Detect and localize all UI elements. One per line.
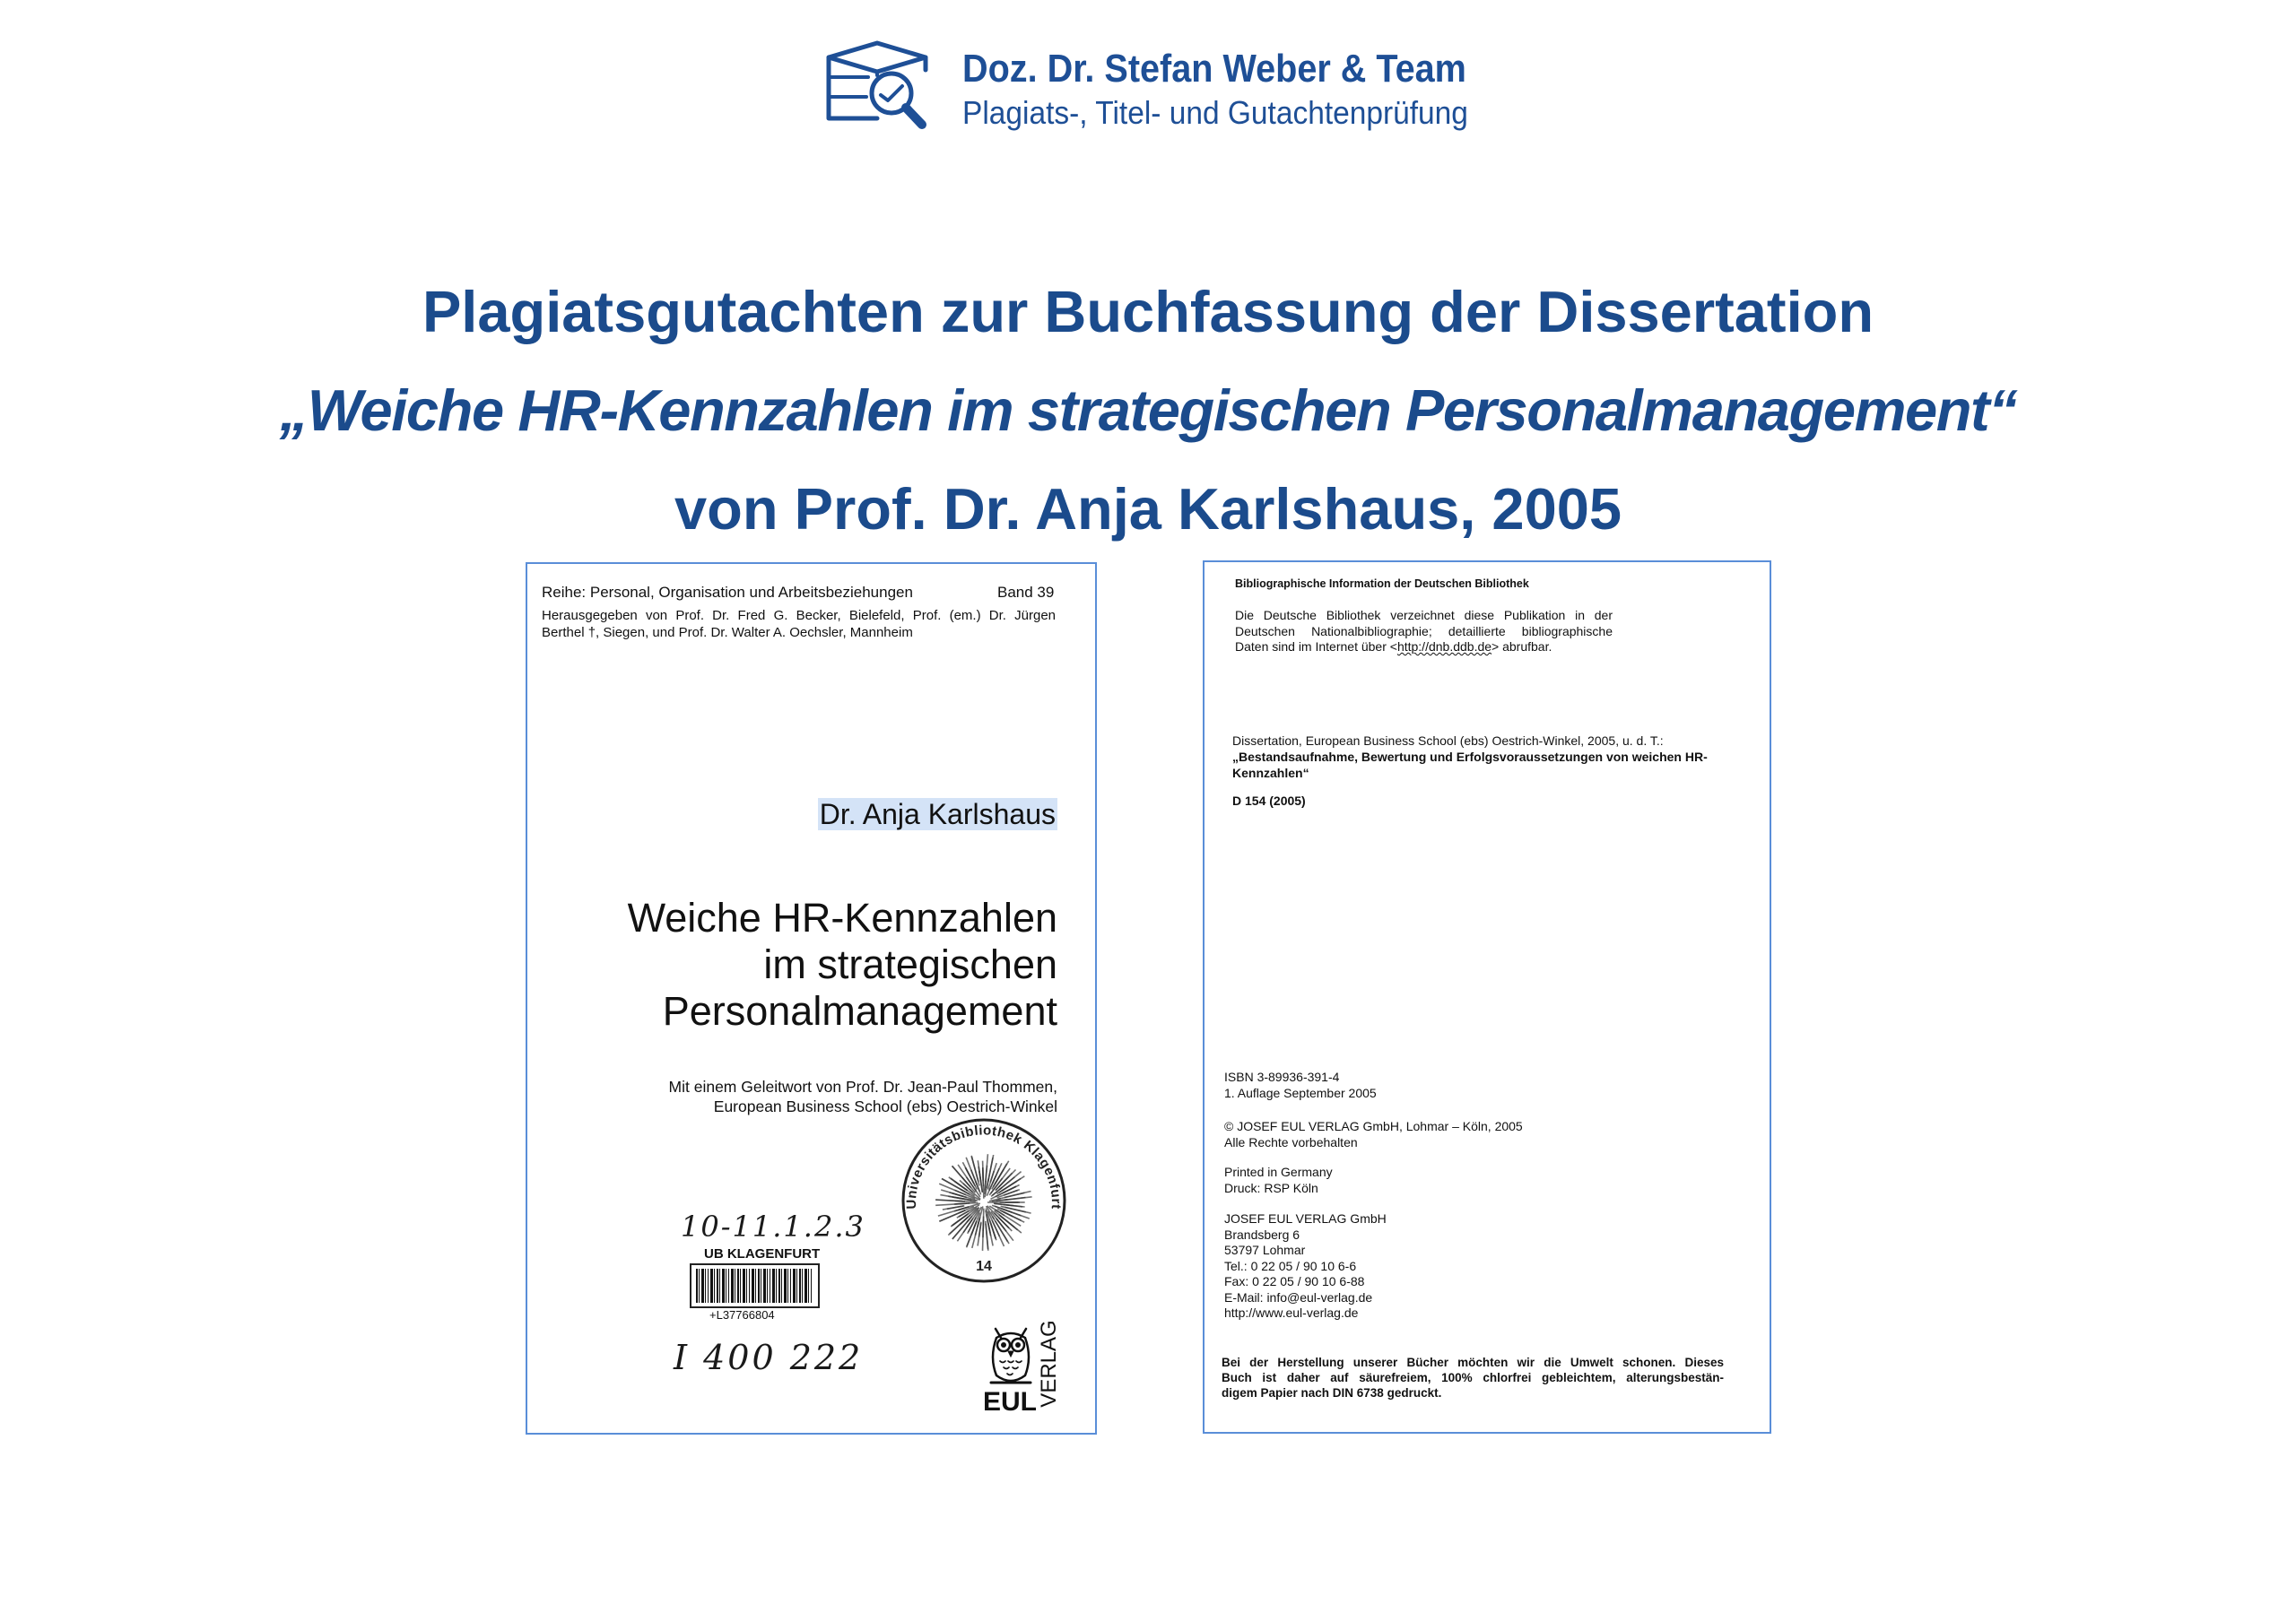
address-line: Tel.: 0 22 05 / 90 10 6-6	[1224, 1258, 1357, 1273]
handwritten-date: 10-11.1.2.3	[681, 1210, 865, 1244]
series-volume: Band 39	[997, 584, 1055, 601]
brand-name: Doz. Dr. Stefan Weber & Team	[962, 47, 1466, 91]
foreword-line: Mit einem Geleitwort von Prof. Dr. Jean-Paul Thommen,	[668, 1078, 1057, 1096]
book-title-line: Personalmanagement	[662, 988, 1057, 1034]
isbn-block	[1224, 1070, 1377, 1101]
stamp-emblem-stroke	[986, 1149, 988, 1182]
dnb-link-suffix: > abrufbar.	[1492, 639, 1552, 654]
library-stamp	[894, 1111, 1074, 1290]
dissertation-note	[1232, 733, 1708, 781]
imprint-heading: Bibliographische Information der Deutschen Bibliothek	[1235, 577, 1529, 590]
address-line: 53797 Lohmar	[1224, 1243, 1306, 1257]
stamp-emblem-stroke	[994, 1203, 1025, 1207]
address-line: http://www.eul-verlag.de	[1224, 1305, 1359, 1320]
title-line-2: „Weiche HR-Kennzahlen im strategischen Personalmanagement“	[279, 377, 2017, 443]
book-imprint-page-scan	[1203, 560, 1771, 1434]
original-title-line: Kennzahlen“	[1232, 766, 1309, 780]
dnb-line: Die Deutsche Bibliothek verzeichnet diese Publikation in der	[1235, 608, 1613, 622]
address-line: Brandsberg 6	[1224, 1227, 1300, 1242]
title-line-1: Plagiatsgutachten zur Buchfassung der Dissertation	[422, 279, 1874, 344]
publisher-address	[1224, 1211, 1387, 1322]
printed-in: Printed in Germany	[1224, 1165, 1333, 1179]
original-title-line: „Bestandsaufnahme, Bewertung und Erfolgsvoraussetzungen von weichen HR-	[1232, 750, 1708, 764]
book-title-page-scan	[526, 562, 1097, 1435]
dnb-link: http://dnb.ddb.de	[1396, 639, 1492, 654]
foreword-line: European Business School (ebs) Oestrich-Winkel	[713, 1097, 1057, 1115]
environment-line: Bei der Herstellung unserer Bücher möchten wir die Umwelt schonen. Dieses	[1222, 1356, 1724, 1369]
book-title-line: Weiche HR-Kennzahlen	[627, 895, 1057, 941]
book-stack-magnifier-icon	[823, 38, 931, 129]
stamp-emblem-stroke	[979, 1171, 981, 1183]
handwritten-shelfmark: I 400 222	[674, 1338, 864, 1377]
stamp-ring	[903, 1120, 1065, 1281]
stamp-text: Universitätsbibliothek Klagenfurt	[903, 1123, 1065, 1210]
print-block	[1224, 1165, 1333, 1196]
dnb-notice	[1235, 608, 1613, 655]
book-title-line: im strategischen	[763, 941, 1057, 987]
address-line: E-Mail: info@eul-verlag.de	[1224, 1289, 1373, 1305]
stamp-number: 14	[976, 1259, 992, 1274]
rights: Alle Rechte vorbehalten	[1224, 1134, 1358, 1149]
isbn: ISBN 3-89936-391-4	[1224, 1070, 1340, 1084]
publisher-label: VERLAG	[1037, 1320, 1061, 1408]
book-title	[628, 895, 1057, 1035]
owl-icon	[987, 1318, 1034, 1388]
copyright-block	[1224, 1119, 1523, 1150]
dnb-line: Deutschen Nationalbibliographie; detaillierte bibliographische	[1235, 623, 1613, 638]
stamp-emblem-stroke	[986, 1224, 988, 1255]
stamp-emblem	[934, 1149, 1037, 1255]
edition: 1. Auflage September 2005	[1224, 1085, 1377, 1100]
dissertation-line: Dissertation, European Business School (ebs) Oestrich-Winkel, 2005, u. d. T.:	[1232, 733, 1664, 748]
editors-line: Herausgegeben von Prof. Dr. Fred G. Becker, Bielefeld, Prof. (em.) Dr. Jürgen	[542, 608, 1056, 623]
copyright: © JOSEF EUL VERLAG GmbH, Lohmar – Köln, 2005	[1224, 1119, 1523, 1133]
series-name: Reihe: Personal, Organisation und Arbeitsbeziehungen	[542, 584, 913, 601]
series-editors	[542, 607, 1056, 641]
library-label: UB KLAGENFURT	[704, 1246, 821, 1262]
barcode	[690, 1263, 820, 1308]
title-line-3: von Prof. Dr. Anja Karlshaus, 2005	[674, 476, 1622, 542]
barcode-bars	[696, 1269, 813, 1303]
publisher-name: EUL	[983, 1387, 1037, 1417]
dissertation-code: D 154 (2005)	[1232, 794, 1306, 808]
dnb-line	[1235, 639, 1613, 655]
address-line: Fax: 0 22 05 / 90 10 6-88	[1224, 1274, 1365, 1288]
address-line: JOSEF EUL VERLAG GmbH	[1224, 1211, 1387, 1226]
printer: Druck: RSP Köln	[1224, 1180, 1318, 1195]
environment-line: digem Papier nach DIN 6738 gedruckt.	[1222, 1386, 1442, 1400]
environment-note	[1222, 1355, 1724, 1401]
stamp-emblem-stroke	[979, 1223, 981, 1237]
dnb-link-prefix: Daten sind im Internet über <	[1235, 639, 1397, 654]
environment-line: Buch ist daher auf säurefreiem, 100% chlorfrei gebleichtem, alterungsbestän-	[1222, 1371, 1724, 1384]
editors-line: Berthel †, Siegen, und Prof. Dr. Walter A. Oechsler, Mannheim	[542, 625, 913, 640]
page-title	[0, 263, 2296, 559]
book-author: Dr. Anja Karlshaus	[819, 798, 1056, 830]
barcode-number: +L37766804	[709, 1308, 775, 1322]
brand-tagline: Plagiats-, Titel- und Gutachtenprüfung	[962, 94, 1468, 131]
stamp-emblem-stroke	[935, 1203, 967, 1205]
